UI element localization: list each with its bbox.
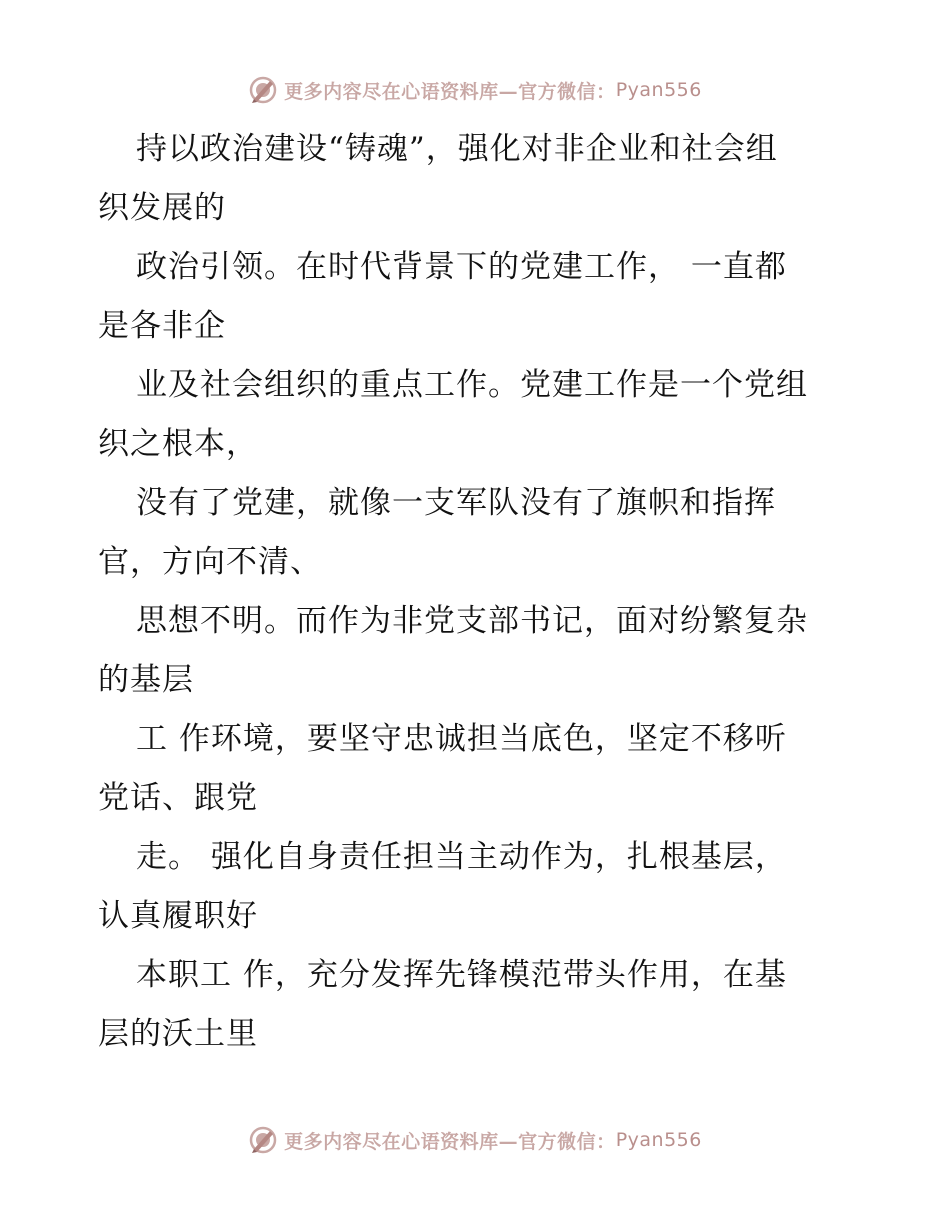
paragraph-line: 工 作环境，要坚守忠诚担当底色，坚定不移听: [136, 721, 787, 757]
paragraph-line: 走。 强化自身责任担当主动作为，扎根基层，: [136, 839, 787, 875]
paragraph-line: 党话、跟党: [98, 780, 258, 816]
document-body: [98, 120, 858, 1064]
paragraph-8: [98, 946, 858, 1064]
paragraph-3: [98, 356, 858, 474]
footer-watermark: [0, 1120, 950, 1160]
paragraph-line: 持以政治建设“铸魂”，强化对非企业和社会组: [136, 131, 778, 167]
pen-logo-icon: [248, 1125, 278, 1155]
paragraph-line: 是各非企: [98, 308, 226, 344]
paragraph-1: [98, 120, 858, 238]
paragraph-line: 的基层: [98, 662, 194, 698]
watermark-contact-label: 官方微信：: [518, 80, 616, 103]
paragraph-line: 政治引领。在时代背景下的党建工作， 一直都: [136, 249, 787, 285]
watermark-site-text: 更多内容尽在心语资料库—: [284, 1130, 519, 1153]
watermark-site-text: 更多内容尽在心语资料库—: [284, 80, 519, 103]
paragraph-6: [98, 710, 858, 828]
pen-logo-icon: [248, 75, 278, 105]
paragraph-line: 官，方向不清、: [98, 544, 322, 580]
paragraph-line: 认真履职好: [98, 898, 258, 934]
watermark-contact-id: Pyan556: [615, 79, 702, 101]
header-watermark: [0, 70, 950, 110]
paragraph-line: 业及社会组织的重点工作。党建工作是一个党组: [136, 367, 808, 403]
paragraph-5: [98, 592, 858, 710]
paragraph-4: [98, 474, 858, 592]
paragraph-7: [98, 828, 858, 946]
watermark-contact-label: 官方微信：: [518, 1130, 616, 1153]
paragraph-line: 织之根本，: [98, 426, 258, 462]
paragraph-line: 织发展的: [98, 190, 226, 226]
paragraph-2: [98, 238, 858, 356]
paragraph-line: 没有了党建，就像一支军队没有了旗帜和指挥: [136, 485, 776, 521]
watermark-contact-id: Pyan556: [615, 1129, 702, 1151]
paragraph-line: 本职工 作，充分发挥先锋模范带头作用，在基: [136, 957, 787, 993]
paragraph-line: 思想不明。而作为非党支部书记，面对纷繁复杂: [136, 603, 808, 639]
paragraph-line: 层的沃土里: [98, 1016, 258, 1052]
